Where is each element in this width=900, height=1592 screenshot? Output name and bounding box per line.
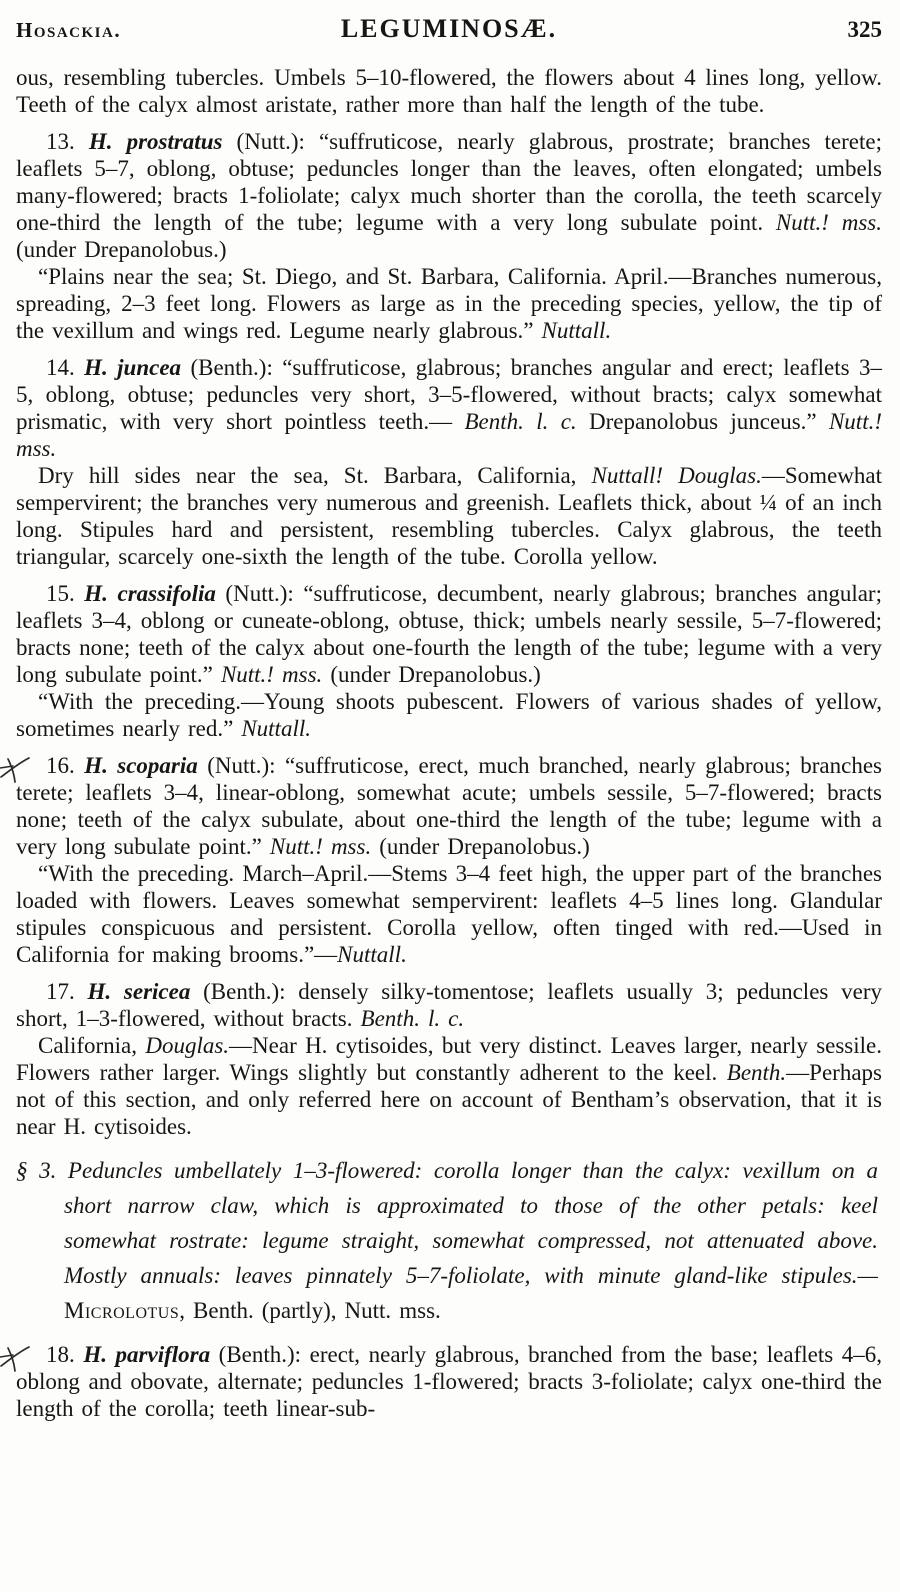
- text-run: Nuttall.: [337, 942, 407, 967]
- note-15-habitat: [16, 688, 882, 742]
- text-run: H. crassifolia: [84, 581, 216, 606]
- text-run: 16.: [46, 753, 85, 778]
- note-17-habitat: [16, 1032, 882, 1140]
- text-run: § 3.: [16, 1158, 68, 1183]
- page-number: 325: [847, 17, 882, 42]
- text-run: 14.: [46, 355, 85, 380]
- text-run: , Benth. (partly), Nutt. mss.: [179, 1298, 441, 1323]
- text-run: (under Drepanolobus.): [371, 834, 590, 859]
- text-run: H. sericea: [87, 979, 191, 1004]
- text-run: Peduncles umbellately 1–3-flowered: corolla longer than the calyx: vexillum on a short narrow claw, which is approximated to those of the other petals: keel somewhat rostrate: legume straight, somewhat compressed, not attenuated above. Mostly annuals: leaves pinnately 5–7-foliolate, with minute gland-like stipules.—: [64, 1158, 878, 1288]
- text-run: “With the preceding. March–April.—Stems 3–4 feet high, the upper part of the branches loaded with flowers. Leaves somewhat sempervirent: leaflets 4–5 lines long. Glandular stipules conspicuous and persistent. Corolla yellow, often tinged with red.—Used in California for making brooms.”—: [16, 861, 882, 967]
- running-head: [16, 14, 882, 44]
- text-run: (Benth.): densely silky-tomentose; leaflets usually 3; peduncles very short, 1–3-flowered, without bracts.: [16, 979, 882, 1031]
- text-run: Nutt.! mss.: [220, 662, 323, 687]
- text-run: H. juncea: [84, 355, 182, 380]
- running-head-family: LEGUMINOSÆ.: [340, 14, 558, 43]
- note-16-habitat: [16, 860, 882, 968]
- text-run: 18.: [46, 1342, 84, 1367]
- section-3-heading: [16, 1153, 882, 1328]
- text-run: 15.: [46, 581, 85, 606]
- text-run: Douglas.: [145, 1033, 230, 1058]
- entry-14-h-juncea: [16, 354, 882, 462]
- text-run: ous, resembling tubercles. Umbels 5–10-flowered, the flowers about 4 lines long, yellow. Teeth of the calyx almost aristate, rather more than half the length of the tube.: [16, 65, 882, 117]
- text-run: Nuttall.: [541, 318, 612, 343]
- text-run: Nuttall.: [241, 716, 311, 741]
- text-run: (Benth.): erect, nearly glabrous, branched from the base; leaflets 4–6, oblong and obovate, alternate; peduncles 1-flowered; bracts 3-foliolate; calyx one-third the length of the corolla; teeth linear-sub-: [16, 1342, 882, 1421]
- text-run: Dry hill sides near the sea, St. Barbara, California,: [38, 463, 592, 488]
- note-13-habitat: [16, 263, 882, 344]
- text-column: [16, 64, 882, 1422]
- text-run: “With the preceding.—Young shoots pubescent. Flowers of various shades of yellow, sometimes nearly red.”: [16, 689, 882, 741]
- paragraph-continuation: [16, 64, 882, 118]
- text-run: (under Drepanolobus.): [322, 662, 541, 687]
- text-run: H. scoparia: [84, 753, 198, 778]
- text-run: 13.: [46, 129, 89, 154]
- text-run: (Benth.): “suffruticose, glabrous; branches angular and erect; leaflets 3–5, oblong, obtuse; peduncles very short, 3–5-flowered, without bracts; calyx somewhat prismatic, with very short pointless teeth.—: [16, 355, 882, 434]
- text-run: —Perhaps not of this section, and only referred here on account of Bentham’s observation, that it is near H. cytisoides.: [16, 1060, 882, 1139]
- entry-17-h-sericea: [16, 978, 882, 1032]
- text-run: Nutt.! mss.: [269, 834, 372, 859]
- text-run: Nutt.! mss.: [16, 409, 882, 461]
- text-run: Drepanolobus junceus.”: [576, 409, 829, 434]
- text-run: “Plains near the sea; St. Diego, and St. Barbara, California. April.—Branches numerous, spreading, 2–3 feet long. Flowers as large as in the preceding species, yellow, the tip of the vexillum and wings red. Legume nearly glabrous.”: [16, 264, 882, 343]
- text-run: 17.: [46, 979, 88, 1004]
- text-run: Microlotus: [64, 1298, 180, 1323]
- text-run: (Nutt.): “suffruticose, nearly glabrous, prostrate; branches terete; leaflets 5–7, oblong, obtuse; peduncles longer than the leaves, often elongated; umbels many-flowered; bracts 1-foliolate; calyx much shorter than the corolla, the teeth scarcely one-third the length of the tube; legume with a very long subulate point.: [16, 129, 882, 235]
- text-run: H. parviflora: [83, 1342, 211, 1367]
- note-14-habitat: [16, 462, 882, 570]
- text-run: Benth.: [726, 1060, 787, 1085]
- text-run: (Nutt.): “suffruticose, erect, much branched, nearly glabrous; branches terete; leaflets 3–4, linear-oblong, somewhat acute; umbels sessile, 5–7-flowered; bracts none; teeth of the calyx subulate, about one-third the length of the tube; legume with a very long subulate point.”: [16, 753, 882, 859]
- text-run: California,: [38, 1033, 146, 1058]
- text-run: (Nutt.): “suffruticose, decumbent, nearly glabrous; branches angular; leaflets 3–4, oblong or cuneate-oblong, obtuse, thick; umbels nearly sessile, 5–7-flowered; bracts none; teeth of the calyx about one-fourth the length of the tube; legume with a very long subulate point.”: [16, 581, 882, 687]
- entry-18-h-parviflora: [16, 1341, 882, 1422]
- text-run: Benth. l. c.: [360, 1006, 465, 1031]
- entry-13-h-prostratus: [16, 128, 882, 263]
- entry-16-h-scoparia: [16, 752, 882, 860]
- running-head-genus: Hosackia.: [16, 18, 122, 42]
- text-run: —Near H. cytisoides, but very distinct. Leaves larger, nearly sessile. Flowers rather larger. Wings slightly but constantly adherent to the keel.: [16, 1033, 882, 1085]
- entry-15-h-crassifolia: [16, 580, 882, 688]
- text-run: Nuttall! Douglas.: [591, 463, 762, 488]
- text-run: Nutt.! mss.: [775, 210, 882, 235]
- text-run: H. prostratus: [88, 129, 223, 154]
- text-run: Benth. l. c.: [464, 409, 577, 434]
- text-run: —Somewhat sempervirent; the branches very numerous and greenish. Leaflets thick, about ¼ of an inch long. Stipules hard and persistent, resembling tubercles. Calyx glabrous, the teeth triangular, scarcely one-sixth the length of the tube. Corolla yellow.: [16, 463, 882, 569]
- text-run: (under Drepanolobus.): [16, 237, 227, 262]
